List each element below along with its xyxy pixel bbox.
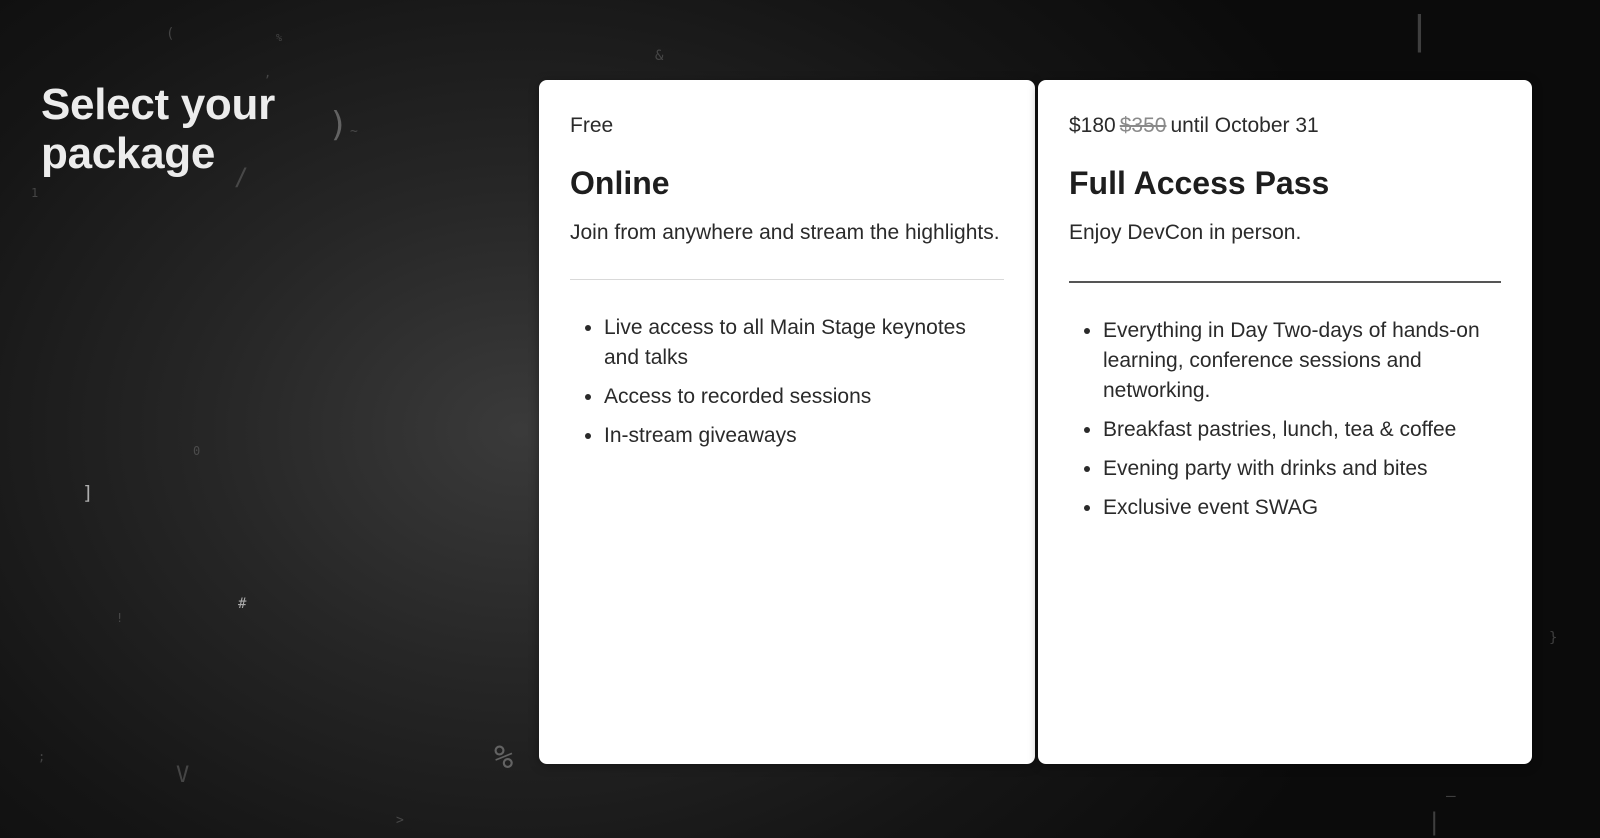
original-price: $350 (1119, 114, 1167, 137)
background-glyph: / (234, 163, 249, 191)
feature-list (1069, 316, 1501, 523)
package-price (570, 113, 1004, 139)
package-description: Join from anywhere and stream the highlights. (570, 221, 1000, 244)
package-description: Enjoy DevCon in person. (1069, 221, 1302, 244)
background-glyph: % (494, 738, 514, 776)
card-divider (570, 279, 1004, 280)
feature-item: • Exclusive event SWAG (1103, 493, 1501, 523)
price-value: $180 (1069, 114, 1116, 137)
background-glyph: } (1549, 630, 1558, 646)
background-glyph: ~ (350, 124, 358, 139)
background-glyph: — (1446, 786, 1456, 805)
background-glyph: ( (166, 26, 175, 42)
price-deadline: until October 31 (1170, 114, 1319, 137)
background-glyph: 1 (31, 186, 39, 200)
background-glyph: # (238, 596, 247, 612)
feature-item: • Evening party with drinks and bites (1103, 454, 1501, 484)
background-glyph: , (264, 66, 272, 80)
package-card-full-access[interactable] (1038, 80, 1532, 764)
feature-item: • Access to recorded sessions (604, 382, 1004, 412)
background-glyph: | (1427, 808, 1442, 836)
feature-list (570, 313, 1004, 451)
feature-item: • In-stream giveaways (604, 421, 1004, 451)
card-divider (1069, 281, 1501, 283)
background-glyph: 0 (193, 444, 201, 458)
background-glyph: > (396, 813, 404, 828)
package-price (1069, 113, 1501, 139)
background-glyph: % (276, 33, 283, 44)
page-title: Select your package (41, 80, 275, 178)
background-glyph: ! (116, 611, 124, 625)
background-glyph: | (1408, 8, 1431, 52)
background-glyph: ) (328, 105, 349, 145)
package-title: Full Access Pass (1069, 165, 1330, 201)
background-glyph: ; (38, 750, 46, 764)
feature-item: • Everything in Day Two-days of hands-on learning, conference sessions and networking. (1103, 316, 1501, 406)
package-card-online[interactable] (539, 80, 1035, 764)
price-value: Free (570, 114, 614, 137)
feature-item: • Live access to all Main Stage keynotes and talks (604, 313, 1004, 373)
background-glyph: & (655, 48, 664, 64)
feature-item: • Breakfast pastries, lunch, tea & coffee (1103, 415, 1501, 445)
background-glyph: ] (82, 482, 94, 504)
background-glyph: V (176, 763, 190, 788)
package-title: Online (570, 165, 670, 201)
